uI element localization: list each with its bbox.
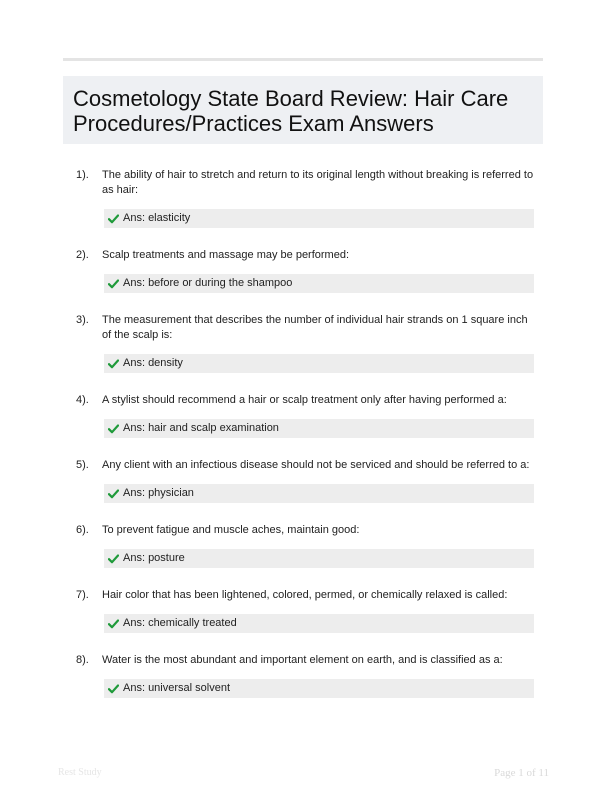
question-number: 2). (76, 249, 89, 261)
check-icon (108, 684, 119, 694)
answer-box (104, 419, 534, 438)
answer-box (104, 209, 534, 228)
answer-box (104, 354, 534, 373)
question-number: 7). (76, 589, 89, 601)
answer-text: Ans: chemically treated (123, 617, 237, 629)
answer-text: Ans: hair and scalp examination (123, 422, 279, 434)
question-number: 1). (76, 169, 89, 181)
question-list (63, 168, 543, 698)
question-number: 6). (76, 524, 89, 536)
question-item (63, 393, 543, 438)
answer-box (104, 484, 534, 503)
page-number: Page 1 of 11 (494, 767, 549, 779)
check-icon (108, 214, 119, 224)
question-number: 4). (76, 394, 89, 406)
answer-text: Ans: universal solvent (123, 682, 230, 694)
answer-text: Ans: elasticity (123, 212, 191, 224)
answer-text: Ans: posture (123, 552, 185, 564)
question-item (63, 588, 543, 633)
page-title: Cosmetology State Board Review: Hair Care Procedures/Practices Exam Answers (73, 86, 509, 136)
question-text: The ability of hair to stretch and return to its original length without breaking is referred to as hair: (102, 169, 534, 196)
answer-text: Ans: density (123, 357, 183, 369)
question-item (63, 653, 543, 698)
answer-box (104, 274, 534, 293)
title-banner (63, 76, 543, 144)
check-icon (108, 619, 119, 629)
question-number: 3). (76, 314, 89, 326)
question-text: Any client with an infectious disease should not be serviced and should be referred to a: (102, 459, 530, 471)
check-icon (108, 424, 119, 434)
question-item (63, 168, 543, 228)
answer-text: Ans: before or during the shampoo (123, 277, 293, 289)
check-icon (108, 489, 119, 499)
question-item (63, 523, 543, 568)
question-number: 8). (76, 654, 89, 666)
footer-brand: Rest Study (58, 767, 102, 778)
check-icon (108, 279, 119, 289)
question-number: 5). (76, 459, 89, 471)
question-text: To prevent fatigue and muscle aches, maintain good: (102, 524, 360, 536)
answer-box (104, 679, 534, 698)
question-text: The measurement that describes the number of individual hair strands on 1 square inch of the scalp is: (102, 314, 528, 341)
check-icon (108, 359, 119, 369)
top-divider (63, 58, 543, 61)
answer-text: Ans: physician (123, 487, 194, 499)
question-text: Hair color that has been lightened, colored, permed, or chemically relaxed is called: (102, 589, 508, 601)
answer-box (104, 549, 534, 568)
question-text: Water is the most abundant and important element on earth, and is classified as a: (102, 654, 503, 666)
question-item (63, 313, 543, 373)
question-item (63, 458, 543, 503)
question-text: A stylist should recommend a hair or scalp treatment only after having performed a: (102, 394, 507, 406)
question-text: Scalp treatments and massage may be performed: (102, 249, 350, 261)
question-item (63, 248, 543, 293)
answer-box (104, 614, 534, 633)
check-icon (108, 554, 119, 564)
